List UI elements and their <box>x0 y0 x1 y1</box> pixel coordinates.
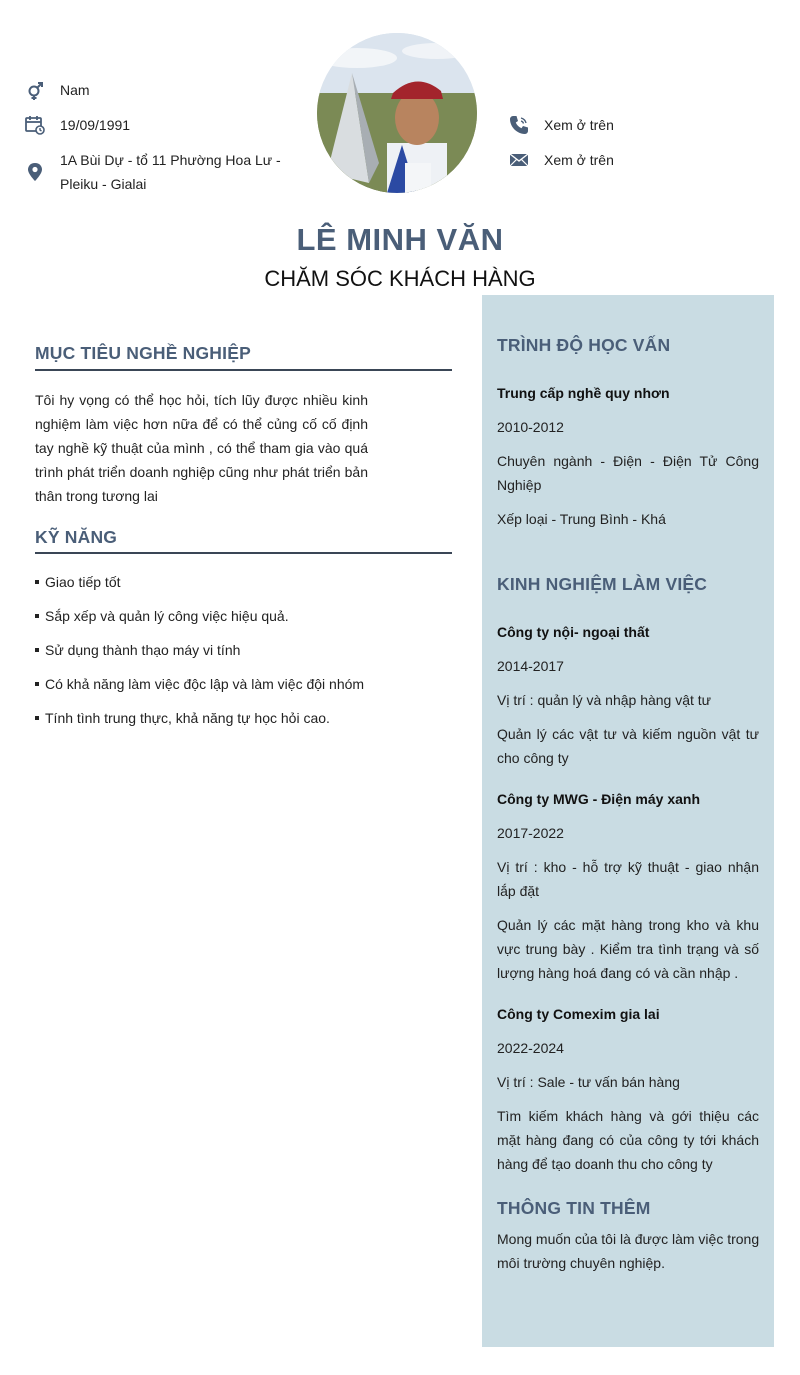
job-description: Quản lý các vật tư và kiếm nguồn vật tư cho công ty <box>497 726 759 766</box>
bullet-icon <box>35 614 39 618</box>
calendar-icon <box>25 115 45 135</box>
job-description: Quản lý các mặt hàng trong kho và khu vực trung bày . Kiểm tra tình trạng và số lượng hàng hoá đang có và cần nhập . <box>497 917 759 981</box>
address-value: 1A Bùi Dự - tổ 11 Phường Hoa Lư - Pleiku - Gialai <box>60 152 281 192</box>
job-company: Công ty nội- ngoại thất <box>497 624 650 640</box>
skill-text: Sử dụng thành thạo máy vi tính <box>45 642 241 658</box>
email-value: Xem ở trên <box>544 152 614 168</box>
bullet-icon <box>35 682 39 686</box>
bullet-icon <box>35 648 39 652</box>
objective-divider <box>35 369 452 371</box>
gender-icon <box>25 80 45 100</box>
education-period: 2010-2012 <box>497 419 564 435</box>
skill-text: Tính tình trung thực, khả năng tự học hỏi cao. <box>45 710 330 726</box>
bullet-icon <box>35 580 39 584</box>
email-icon <box>509 150 529 170</box>
skills-divider <box>35 552 452 554</box>
candidate-name: LÊ MINH VĂN <box>296 222 504 257</box>
education-school: Trung cấp nghề quy nhơn <box>497 385 670 401</box>
birthday-value: 19/09/1991 <box>60 117 131 133</box>
skill-text: Sắp xếp và quản lý công việc hiệu quả. <box>45 608 289 624</box>
education-major: Chuyên ngành - Điện - Điện Tử Công Nghiệp <box>497 453 759 493</box>
job-position: Vị trí : quản lý và nhập hàng vật tư <box>497 692 712 708</box>
education-grade: Xếp loại - Trung Bình - Khá <box>497 511 666 527</box>
job-title: CHĂM SÓC KHÁCH HÀNG <box>264 266 536 291</box>
objective-text: Tôi hy vọng có thể học hỏi, tích lũy được nhiều kinh nghiệm làm việc hơn nữa để có thể củng cố cố định tay nghề kỹ thuật của mình , có thể tham gia vào quá trình phát triển doanh nghiệp cũng như phát triển bản thân trong tương lai <box>35 392 368 504</box>
job-company: Công ty MWG - Điện máy xanh <box>497 791 701 807</box>
avatar <box>317 33 477 193</box>
job-period: 2014-2017 <box>497 658 564 674</box>
job-period: 2017-2022 <box>497 825 564 841</box>
phone-value: Xem ở trên <box>544 117 614 133</box>
bullet-icon <box>35 716 39 720</box>
location-pin-icon <box>25 162 45 182</box>
skill-item <box>35 604 289 628</box>
skill-item <box>35 570 121 594</box>
phone-icon <box>509 115 529 135</box>
gender-value: Nam <box>60 82 90 98</box>
job-description: Tìm kiếm khách hàng và gới thiệu các mặt hàng đang có của công ty tới khách hàng để tạo doanh thu cho công ty <box>497 1108 759 1172</box>
job-company: Công ty Comexim gia lai <box>497 1006 660 1022</box>
skill-item <box>35 638 240 662</box>
objective-heading: MỤC TIÊU NGHỀ NGHIỆP <box>35 343 251 363</box>
education-heading: TRÌNH ĐỘ HỌC VẤN <box>497 335 671 355</box>
experience-heading: KINH NGHIỆM LÀM VIỆC <box>497 574 708 594</box>
job-position: Vị trí : Sale - tư vấn bán hàng <box>497 1074 680 1090</box>
extra-info-text: Mong muốn của tôi là được làm việc trong môi trường chuyên nghiệp. <box>497 1231 760 1271</box>
job-period: 2022-2024 <box>497 1040 564 1056</box>
skills-heading: KỸ NĂNG <box>35 527 118 547</box>
extra-info-heading: THÔNG TIN THÊM <box>497 1198 651 1218</box>
job-position: Vị trí : kho - hỗ trợ kỹ thuật - giao nhận lắp đặt <box>497 859 759 899</box>
skill-item <box>35 706 330 730</box>
skill-text: Có khả năng làm việc độc lập và làm việc đội nhóm <box>45 676 365 692</box>
skill-text: Giao tiếp tốt <box>45 574 121 590</box>
skill-item <box>35 672 364 696</box>
